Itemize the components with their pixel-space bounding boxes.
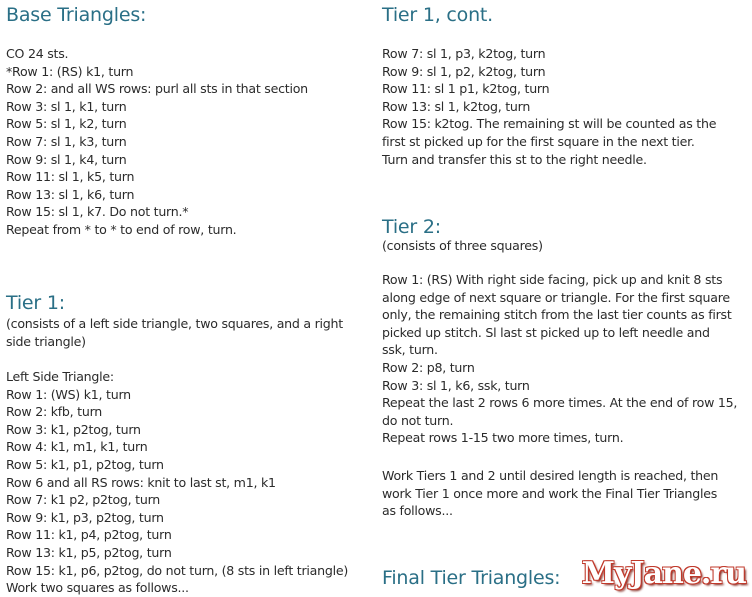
instruction-line: Row 15: k1, p6, p2tog, do not turn, (8 sts in left triangle) (6, 562, 348, 578)
tier-1-instructions (6, 368, 366, 597)
instruction-line: Row 2: and all WS rows: purl all sts in that section (6, 81, 308, 97)
instruction-line: Row 11: sl 1, k5, turn (6, 169, 135, 185)
instruction-line: Row 3: sl 1, k6, ssk, turn (382, 377, 530, 393)
instruction-line: work Tier 1 once more and work the Final Tier Triangles (382, 485, 718, 501)
work-tiers-instructions (382, 467, 750, 520)
site-watermark-logo: MyJane.ru (581, 556, 746, 591)
instruction-line: Row 3: k1, p2tog, turn (6, 421, 141, 437)
instruction-line: Row 11: sl 1 p1, k2tog, turn (382, 81, 550, 97)
instruction-line: only, the remaining stitch from the last tier counts as first (382, 307, 732, 323)
instruction-line: Row 1: (RS) With right side facing, pick up and knit 8 sts (382, 272, 723, 287)
note-line: side triangle) (6, 333, 86, 349)
instruction-line: Row 2: kfb, turn (6, 404, 103, 420)
base-triangles-heading: Base Triangles: (6, 4, 147, 26)
tier-2-instructions (382, 271, 750, 447)
instruction-line: Row 11: k1, p4, p2tog, turn (6, 527, 172, 543)
instruction-line: Row 9: sl 1, p2, k2tog, turn (382, 63, 546, 79)
instruction-line: Row 13: k1, p5, p2tog, turn (6, 544, 172, 560)
instruction-line: Row 5: sl 1, k2, turn (6, 116, 127, 132)
instruction-line: Row 9: sl 1, k4, turn (6, 151, 127, 167)
final-tier-heading: Final Tier Triangles: (382, 567, 561, 589)
base-triangles-instructions (6, 45, 366, 239)
instruction-line: Row 1: (WS) k1, turn (6, 386, 131, 402)
instruction-line: Row 6 and all RS rows: knit to last st, m1, k1 (6, 474, 276, 490)
note-line: (consists of a left side triangle, two squares, and a right (6, 316, 343, 331)
instruction-line: Row 7: sl 1, p3, k2tog, turn (382, 46, 546, 61)
instruction-line: Row 2: p8, turn (382, 359, 475, 375)
instruction-line: picked up stitch. Sl last st picked up to left needle and (382, 324, 710, 340)
instruction-line: Row 7: k1 p2, p2tog, turn (6, 492, 161, 508)
instruction-line: Row 15: k2tog. The remaining st will be counted as the (382, 116, 717, 132)
instruction-line: Row 15: sl 1, k7. Do not turn.* (6, 204, 189, 220)
instruction-line: Repeat rows 1-15 two more times, turn. (382, 430, 624, 446)
instruction-line: do not turn. (382, 412, 454, 428)
tier-1-cont-heading: Tier 1, cont. (382, 4, 494, 26)
instruction-line: Row 13: sl 1, k6, turn (6, 186, 135, 202)
instruction-line: Row 5: k1, p1, p2tog, turn (6, 456, 164, 472)
instruction-line: Row 3: sl 1, k1, turn (6, 98, 127, 114)
tier-1-note (6, 315, 366, 350)
instruction-line: ssk, turn. (382, 342, 438, 358)
tier-1-cont-instructions (382, 45, 750, 168)
instruction-line: along edge of next square or triangle. For the first square (382, 289, 730, 305)
tier-2-heading: Tier 2: (382, 216, 441, 238)
instruction-line: Left Side Triangle: (6, 369, 114, 384)
instruction-line: *Row 1: (RS) k1, turn (6, 63, 134, 79)
instruction-line: Work two squares as follows... (6, 580, 189, 596)
instruction-line: Row 9: k1, p3, p2tog, turn (6, 509, 164, 525)
instruction-line: Work Tiers 1 and 2 until desired length is reached, then (382, 468, 719, 483)
instruction-line: Turn and transfer this st to the right needle. (382, 151, 647, 167)
instruction-line: as follows... (382, 503, 453, 519)
instruction-line: Row 4: k1, m1, k1, turn (6, 439, 148, 455)
instruction-line: first st picked up for the first square in the next tier. (382, 133, 695, 149)
instruction-line: Row 13: sl 1, k2tog, turn (382, 98, 531, 114)
instruction-line: Row 7: sl 1, k3, turn (6, 133, 127, 149)
tier-2-note: (consists of three squares) (382, 238, 543, 253)
instruction-line: Repeat from * to * to end of row, turn. (6, 221, 237, 237)
tier-1-heading: Tier 1: (6, 292, 65, 314)
instruction-line: CO 24 sts. (6, 46, 69, 61)
instruction-line: Repeat the last 2 rows 6 more times. At the end of row 15, (382, 395, 738, 411)
